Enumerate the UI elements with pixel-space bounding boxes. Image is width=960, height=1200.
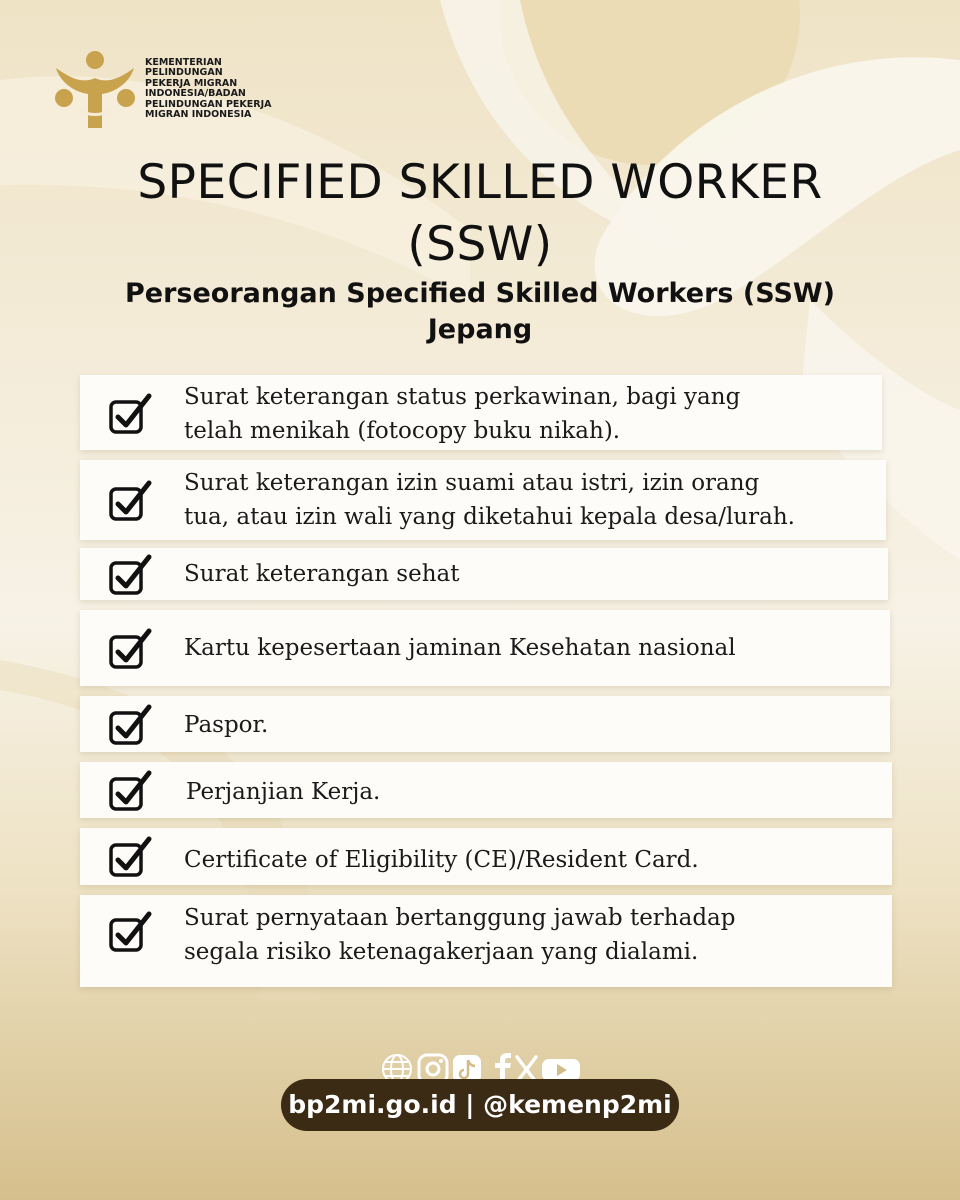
checkbox-checked-icon <box>108 552 154 598</box>
subtitle-line-1: Perseorangan Specified Skilled Workers (SSW) <box>124 278 836 309</box>
title-line-1: SPECIFIED SKILLED WORKER <box>137 155 823 210</box>
checkbox-checked-icon <box>108 391 154 437</box>
contact-pill[interactable]: bp2mi.go.id | @kemenp2mi <box>281 1079 679 1131</box>
requirement-item <box>80 895 892 987</box>
checkbox-checked-icon <box>108 478 154 524</box>
requirement-item <box>80 460 886 540</box>
requirement-text: telah menikah (fotocopy buku nikah). <box>184 418 621 444</box>
page-subtitle <box>40 276 920 348</box>
requirement-text: Surat keterangan sehat <box>184 561 460 587</box>
checkbox-checked-icon <box>108 768 154 814</box>
requirement-text: tua, atau izin wali yang diketahui kepala desa/lurah. <box>184 504 795 530</box>
requirement-item <box>80 762 892 818</box>
title-line-2: (SSW) <box>407 217 553 272</box>
checkbox-checked-icon <box>108 626 154 672</box>
requirement-item <box>80 548 888 600</box>
checkbox-checked-icon <box>108 834 154 880</box>
checkbox-checked-icon <box>108 702 154 748</box>
requirement-text: segala risiko ketenagakerjaan yang dialami. <box>184 939 699 965</box>
subtitle-line-2: Jepang <box>427 314 533 345</box>
requirement-item <box>80 610 890 686</box>
requirement-text: Surat pernyataan bertanggung jawab terhadap <box>184 905 736 931</box>
page-title <box>40 152 920 276</box>
requirement-item <box>80 375 882 450</box>
requirement-item <box>80 828 892 885</box>
requirement-text: Certificate of Eligibility (CE)/Resident Card. <box>184 847 699 873</box>
ministry-name: KEMENTERIAN PELINDUNGAN PEKERJA MIGRAN INDONESIA/BADAN PELINDUNGAN PEKERJA MIGRAN INDONESIA <box>145 57 272 121</box>
checkbox-checked-icon <box>108 909 154 955</box>
youtube-icon[interactable] <box>542 1059 580 1081</box>
requirement-text: Surat keterangan izin suami atau istri, izin orang <box>184 470 760 496</box>
requirement-text: Paspor. <box>184 712 269 738</box>
requirement-item <box>80 696 890 752</box>
requirement-text: Kartu kepesertaan jaminan Kesehatan nasional <box>184 635 736 661</box>
kp2mi-logo <box>50 48 140 132</box>
requirement-text: Surat keterangan status perkawinan, bagi yang <box>184 384 741 410</box>
requirement-text: Perjanjian Kerja. <box>186 779 381 805</box>
